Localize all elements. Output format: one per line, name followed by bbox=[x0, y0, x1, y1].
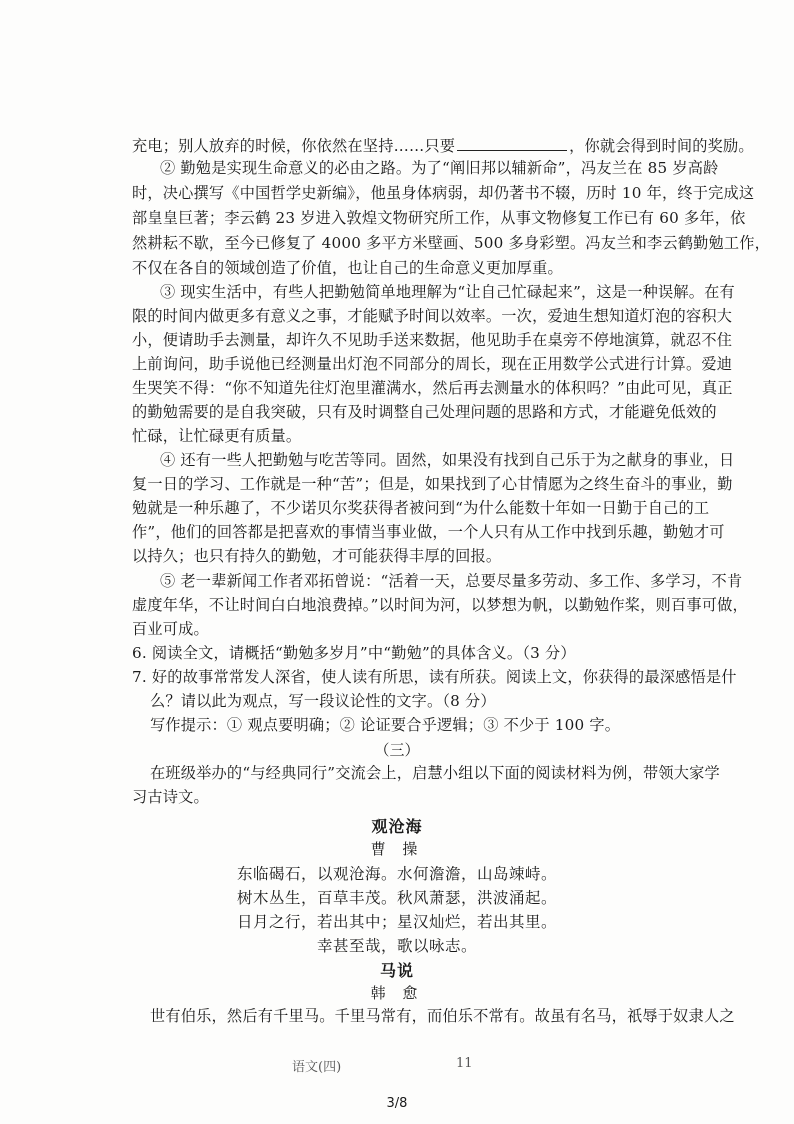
passage-line: ③ 现实生活中，有些人把勤勉简单地理解为“让自己忙碌起来”，这是一种误解。在有 bbox=[160, 283, 735, 301]
passage-line: 时，决心撰写《中国哲学史新编》，他虽身体病弱，却仍著书不辍，历时 10 年，终于完成这 bbox=[132, 184, 755, 202]
passage-line: 然耕耘不歇，至今已修复了 4000 多平方米壁画、500 多身彩塑。冯友兰和李云鹤勤勉工作， bbox=[132, 234, 771, 252]
passage-line: 以持久；也只有持久的勤勉，才可能获得丰厚的回报。 bbox=[132, 547, 502, 565]
passage-line: 部皇皇巨著；李云鹤 23 岁进入敦煌文物研究所工作，从事文物修复工作已有 60 多年，依 bbox=[132, 209, 746, 227]
page-number: 3/8 bbox=[386, 1096, 408, 1111]
question-6: 6. 阅读全文，请概括“勤勉多岁月”中“勤勉”的具体含义。（3 分） bbox=[132, 644, 576, 662]
passage-line: 百业可成。 bbox=[132, 620, 209, 638]
passage-line-0-pre: 充电；别人放弃的时候，你依然在坚持……只要 bbox=[132, 137, 456, 155]
passage-line: 生哭笑不得：“你不知道先往灯泡里灌满水，然后再去测量水的体积吗？”由此可见，真正 bbox=[132, 379, 733, 397]
section-intro-line-2: 习古诗文。 bbox=[132, 788, 209, 806]
writing-tip: 写作提示：① 观点要明确；② 论证要合乎逻辑；③ 不少于 100 字。 bbox=[150, 716, 621, 734]
passage-line: 上前询问，助手说他已经测量出灯泡不同部分的周长，现在正用数学公式进行计算。爱迪 bbox=[132, 355, 733, 373]
passage-line: ④ 还有一些人把勤勉与吃苦等同。固然，如果没有找到自己乐于为之献身的事业，日 bbox=[160, 451, 735, 469]
question-7-line-1: 7. 好的故事常常发人深省，使人读有所思，读有所获。阅读上文，你获得的最深感悟是什 bbox=[132, 668, 737, 686]
passage-line: 小，便请助手去测量，却许久不见助手送来数据，他见助手在桌旁不停地演算，就忍不住 bbox=[132, 331, 733, 349]
footer-faint-number: 11 bbox=[456, 1056, 473, 1071]
passage-line: 的勤勉需要的是自我突破，只有及时调整自己处理问题的思路和方式，才能避免低效的 bbox=[132, 403, 717, 421]
passage-line: 复一日的学习、工作就是一种“苦”；但是，如果找到了心甘情愿为之终生奋斗的事业，勤 bbox=[132, 475, 733, 493]
question-7-line-2: 么？请以此为观点，写一段议论性的文字。（8 分） bbox=[150, 692, 496, 710]
passage-line: 作”，他们的回答都是把喜欢的事情当事业做，一个人只有从工作中找到乐趣，勤勉才可 bbox=[132, 523, 725, 541]
passage-line-0 bbox=[132, 136, 754, 156]
poem-line: 日月之行，若出其中；星汉灿烂，若出其里。 bbox=[236, 913, 557, 931]
poem-line: 树木丛生，百草丰茂。秋风萧瑟，洪波涌起。 bbox=[236, 889, 557, 907]
poem-line: 幸甚至哉，歌以咏志。 bbox=[316, 937, 477, 955]
poem-title: 观沧海 bbox=[371, 817, 423, 836]
essay-title: 马说 bbox=[379, 961, 414, 980]
section-intro-line-1: 在班级举办的“与经典同行”交流会上，启慧小组以下面的阅读材料为例，带领大家学 bbox=[150, 764, 720, 782]
essay-line-1: 世有伯乐，然后有千里马。千里马常有，而伯乐不常有。故虽有名马，祇辱于奴隶人之 bbox=[150, 1007, 735, 1025]
footer-faint-label: 语文(四) bbox=[292, 1060, 342, 1075]
passage-line: 勉就是一种乐趣了，不少诺贝尔奖获得者被问到“为什么能数十年如一日勤于自己的工 bbox=[132, 499, 710, 517]
essay-author: 韩 愈 bbox=[370, 984, 424, 1002]
passage-line: 忙碌，让忙碌更有质量。 bbox=[132, 427, 302, 445]
poem-author: 曹 操 bbox=[370, 840, 424, 858]
passage-line: ⑤ 老一辈新闻工作者邓拓曾说：“活着一天，总要尽量多劳动、多工作、多学习，不肯 bbox=[160, 572, 743, 590]
passage-line-0-post: ，你就会得到时间的奖励。 bbox=[569, 137, 754, 155]
passage-line: 不仅在各自的领域创造了价值，也让自己的生命意义更加厚重。 bbox=[132, 259, 563, 277]
section-heading: （三） bbox=[374, 741, 420, 759]
poem-line: 东临碣石，以观沧海。水何澹澹，山岛竦峙。 bbox=[236, 865, 557, 883]
passage-line: ② 勤勉是实现生命意义的必由之路。为了“阐旧邦以辅新命”，冯友兰在 85 岁高龄 bbox=[160, 159, 719, 177]
fill-in-blank[interactable] bbox=[457, 138, 567, 151]
passage-line: 虚度年华，不让时间白白地浪费掉。”以时间为河，以梦想为帆，以勤勉作桨，则百事可做， bbox=[132, 596, 748, 614]
passage-line: 限的时间内做更多有意义之事，才能赋予时间以效率。一次，爱迪生想知道灯泡的容积大 bbox=[132, 307, 733, 325]
